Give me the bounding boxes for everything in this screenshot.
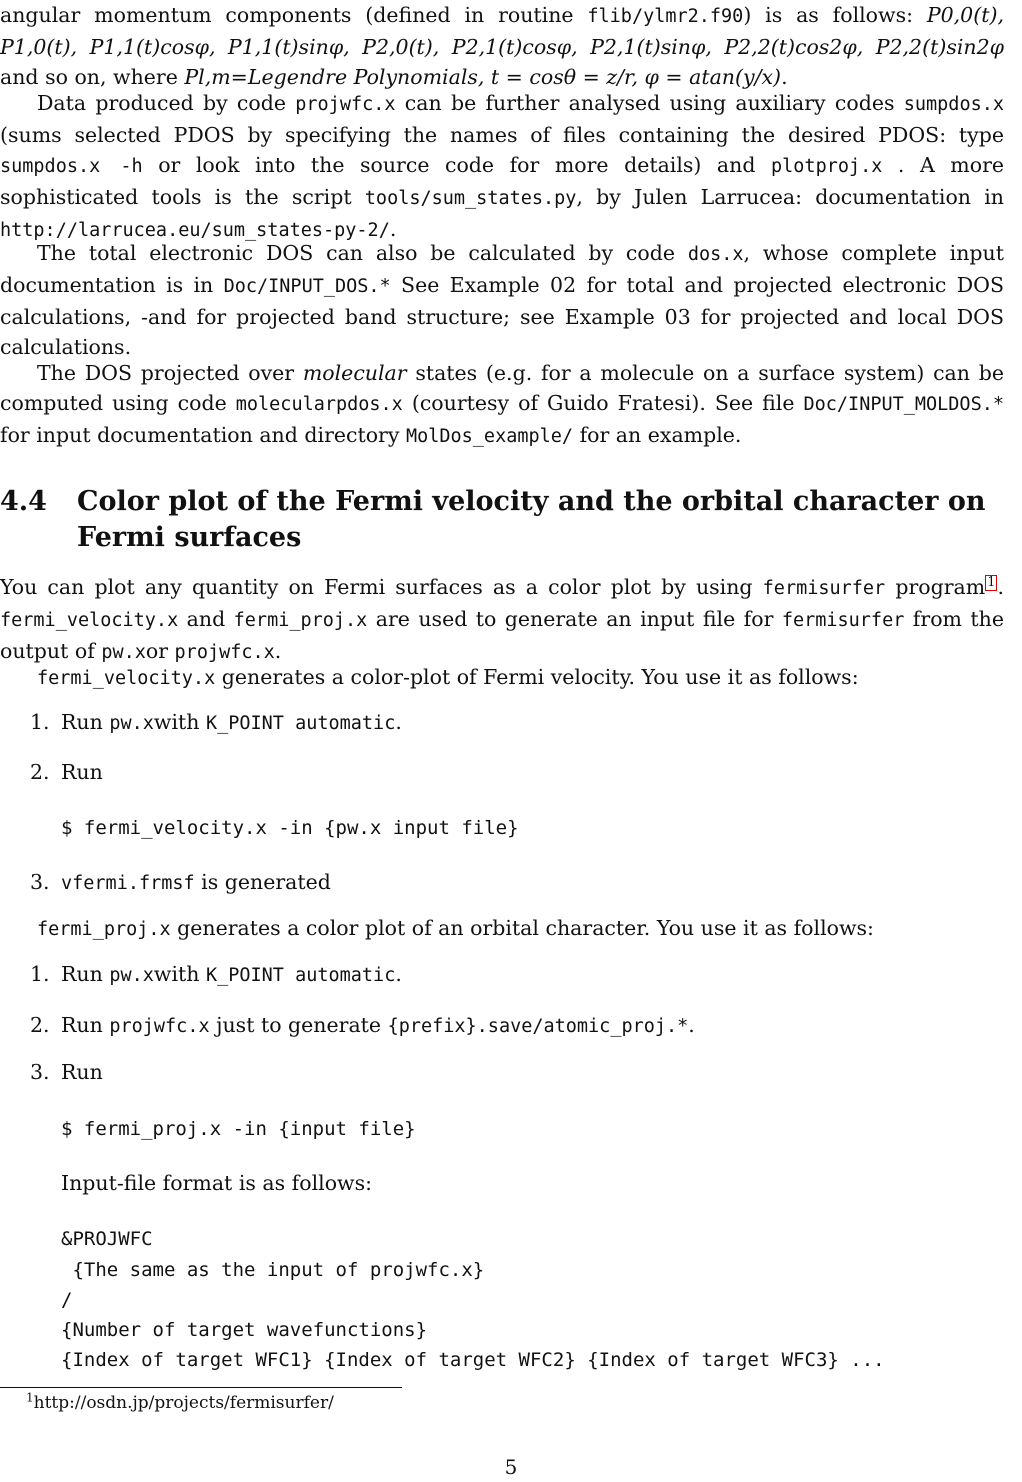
format-line: &PROJWFC [61, 1228, 153, 1250]
code-sumpdos-h: sumpdos.x -h [0, 156, 143, 177]
input-format-label: Input-file format is as follows: [61, 1171, 373, 1195]
footnote [26, 1390, 334, 1416]
format-line: / [61, 1289, 73, 1311]
code-projwfc-2: projwfc.x [174, 642, 275, 663]
paragraph-dos: The total electronic DOS can also be calculated by code dos.x, whose complete input documentation is in Doc/INPUT_DOS.* See Example 02 for total and projected electronic DOS calculations, -and for projected band structure; see Example 03 for projected and local DOS calculations. [0, 241, 1005, 359]
math-legendre-list: P0,0(t), P1,0(t), P1,1(t)cosφ, P1,1(t)sinφ, P2,0(t), P2,1(t)cosφ, P2,1(t)sinφ, P2,2(t)cos2φ, P2,2(t)sin2φ [0, 3, 1004, 59]
code-fermisurfer-2: fermisurfer [781, 610, 905, 631]
list2-item-2: 2. Run projwfc.x just to generate {prefix}.save/atomic_proj.*. [30, 1010, 1004, 1042]
link-larrucea[interactable]: http://larrucea.eu/sum_states-py-2/ [0, 220, 390, 241]
code-sum-states: tools/sum_states.py [364, 188, 577, 209]
code-fermisurfer: fermisurfer [762, 578, 886, 599]
paragraph-angular-momentum: angular momentum components (defined in routine flib/ylmr2.f90) is as follows: P0,0(t), P1,0(t), P1,1(t)cosφ, P1,1(t)sinφ, P2,0(t), P2,1(t)cosφ, P2,1(t)sinφ, P2,2(t)cos2φ, P2,2(t)sin2φ and so on, where Pl,m=Legendre Polynomials, t = cosθ = z/r, φ = atan(y/x). [0, 3, 1004, 89]
section-number: 4.4 [0, 486, 47, 517]
list-number: 1. [30, 962, 50, 986]
page-number: 5 [504, 1455, 518, 1479]
code-fermi-velocity: fermi_velocity.x [0, 610, 179, 631]
math-definitions: Pl,m=Legendre Polynomials, t = cosθ = z/r, φ = atan(y/x) [184, 65, 782, 89]
code-input-moldos: Doc/INPUT_MOLDOS.* [803, 394, 1004, 415]
footnote-reference[interactable]: 1 [987, 575, 996, 591]
code-projwfc: projwfc.x [295, 94, 396, 115]
emphasis-molecular: molecular [302, 361, 407, 385]
paragraph-fermi-proj: fermi_proj.x generates a color plot of an orbital character. You use it as follows: [37, 916, 874, 940]
footnote-rule [0, 1387, 402, 1388]
footnote-mark: 1 [26, 1390, 34, 1405]
section-title: Color plot of the Fermi velocity and the orbital character on Fermi surfaces [77, 486, 986, 553]
list-number: 3. [30, 870, 50, 894]
list1-item-3: 3. vfermi.frmsf is generated [30, 867, 1004, 899]
code-fermi-proj: fermi_proj.x [233, 610, 368, 631]
code-sumpdos: sumpdos.x [903, 94, 1004, 115]
paragraph-fermisurfer: You can plot any quantity on Fermi surfaces as a color plot by using fermisurfer program 1. fermi_velocity.x and fermi_proj.x are used to generate an input file for fermisurfer from the output of pw.xor projwfc.x. [0, 575, 1004, 663]
code-fermi-velocity-lead: fermi_velocity.x [37, 668, 216, 689]
list1-item-1: 1. Run pw.xwith K_POINT automatic. [30, 707, 1004, 739]
paragraph-molecular-pdos: The DOS projected over molecular states (e.g. for a molecule on a surface system) can be computed using code molecularpdos.x (courtesy of Guido Fratesi). See file Doc/INPUT_MOLDOS.* for input documentation and directory MolDos_example/ for an example. [0, 361, 1004, 447]
format-line: {Index of target WFC1} {Index of target WFC2} {Index of target WFC3} ... [61, 1349, 885, 1371]
code-molecularpdos: molecularpdos.x [235, 394, 403, 415]
code-block-fermi-velocity: $ fermi_velocity.x -in {pw.x input file} [61, 817, 519, 839]
code-moldos-example: MolDos_example/ [405, 426, 574, 447]
list-number: 2. [30, 760, 50, 784]
list-number: 1. [30, 710, 50, 734]
code-dos: dos.x [687, 244, 744, 265]
code-block-fermi-proj: $ fermi_proj.x -in {input file} [61, 1118, 416, 1140]
code-pw: pw.x [101, 642, 146, 663]
paragraph-projwfc: Data produced by code projwfc.x can be further analysed using auxiliary codes sumpdos.x (sums selected PDOS by specifying the names of files containing the desired PDOS: type sumpdos.x -h or look into the source code for more details) and plotproj.x . A more sophisticated tools is the script tools/sum_states.py, by Julen Larrucea: documentation in http://larrucea.eu/sum_states-py-2/. [0, 91, 1005, 241]
section-heading [0, 484, 1004, 556]
code-plotproj: plotproj.x [771, 156, 883, 177]
list2-item-1: 1. Run pw.xwith K_POINT automatic. [30, 959, 1004, 991]
list1-item-2: 2. Run [30, 757, 1004, 787]
code-input-dos: Doc/INPUT_DOS.* [223, 276, 391, 297]
footnote-url[interactable]: http://osdn.jp/projects/fermisurfer/ [33, 1393, 334, 1413]
code-ylmr2: flib/ylmr2.f90 [587, 6, 744, 27]
paragraph-fermi-velocity: fermi_velocity.x generates a color-plot of Fermi velocity. You use it as follows: [37, 665, 859, 689]
format-line: {The same as the input of projwfc.x} [61, 1259, 485, 1281]
code-fermi-proj-lead: fermi_proj.x [37, 919, 171, 940]
list-number: 3. [30, 1060, 50, 1084]
list2-item-3: 3. Run [30, 1057, 1004, 1087]
list-number: 2. [30, 1013, 50, 1037]
format-line: {Number of target wavefunctions} [61, 1319, 428, 1341]
